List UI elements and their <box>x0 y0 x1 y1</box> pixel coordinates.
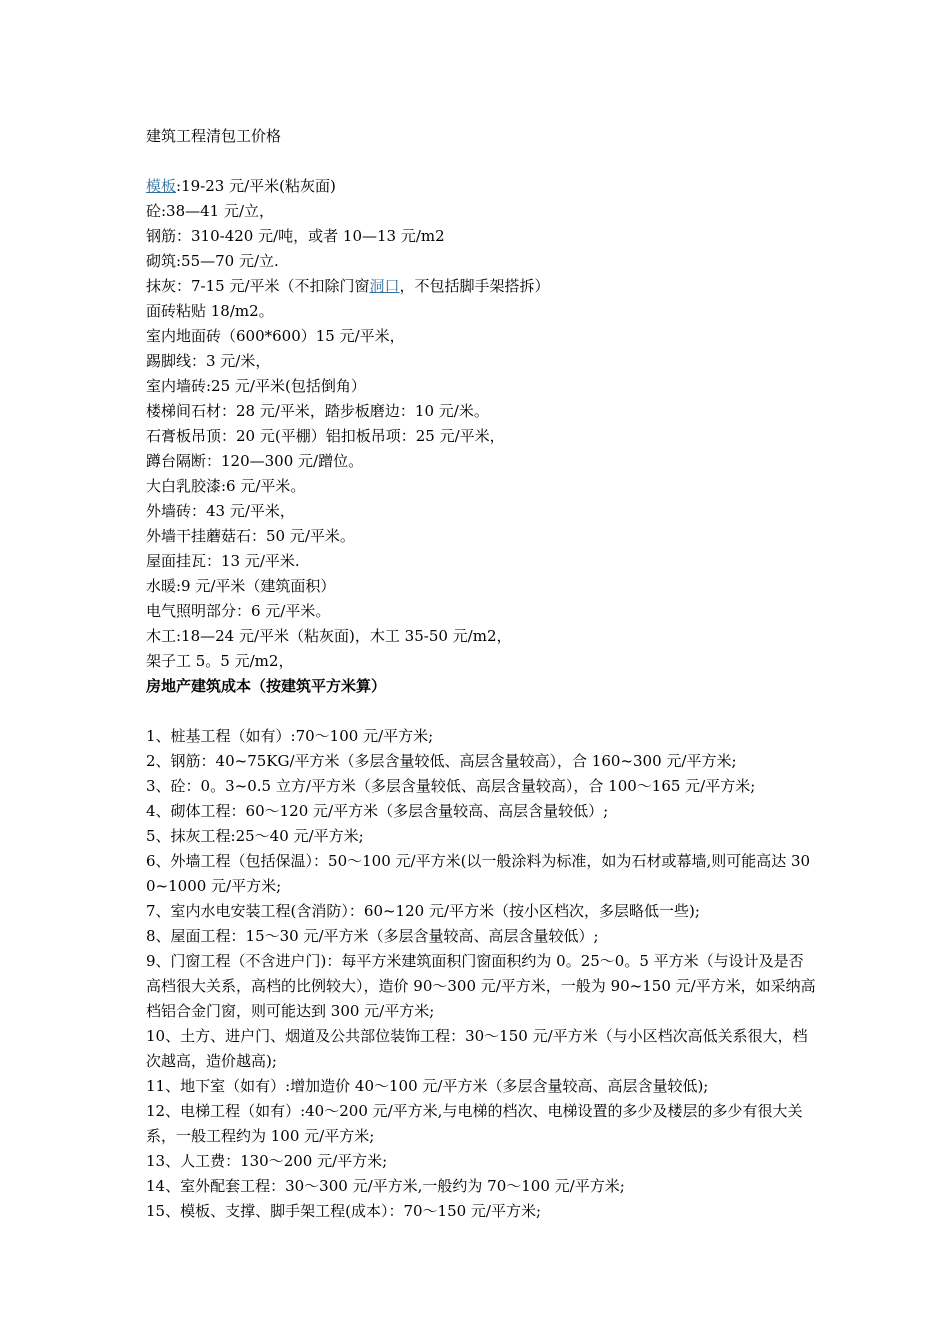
cost-item: 9、门窗工程（不含进户门)：每平方米建筑面积门窗面积约为 0。25～0。5 平方米（与设计及是否高档很大关系，高档的比例较大），造价 90～300 元/平方米，一般为 90~150 元/平方米，如采纳高档铝合金门窗，则可能达到 300 元/平方米; <box>146 952 816 1020</box>
cost-item: 2、钢筋：40~75KG/平方米（多层含量较低、高层含量较高），合 160~300 元/平方米; <box>146 752 737 770</box>
document-title: 建筑工程清包工价格 <box>146 127 282 145</box>
price-line-text: 抹灰：7-15 元/平米（不扣除门窗 <box>146 277 370 295</box>
cost-list <box>146 724 818 1224</box>
cost-item: 1、桩基工程（如有）:70～100 元/平方米; <box>146 727 434 745</box>
price-line: 楼梯间石材：28 元/平米，踏步板磨边：10 元/米。 <box>146 402 489 420</box>
price-line: 面砖粘贴 18/m2。 <box>146 302 274 320</box>
link-formwork[interactable]: 模板 <box>146 177 177 195</box>
price-line: 蹲台隔断：120—300 元/蹭位。 <box>146 452 364 470</box>
cost-item: 7、室内水电安装工程(含消防）：60~120 元/平方米（按小区档次，多层略低一些); <box>146 902 700 920</box>
cost-item: 15、模板、支撑、脚手架工程(成本）：70～150 元/平方米; <box>146 1202 542 1220</box>
price-line <box>146 174 818 199</box>
document-page <box>146 124 818 1224</box>
cost-item: 6、外墙工程（包括保温）：50～100 元/平方米(以一般涂料为标准，如为石材或幕墙,则可能高达 300~1000 元/平方米; <box>146 852 811 895</box>
price-line: 砼:38—41 元/立， <box>146 202 275 220</box>
price-list <box>146 174 818 674</box>
price-line-text: ，不包括脚手架搭拆） <box>399 277 550 295</box>
price-line: 砌筑:55—70 元/立. <box>146 252 279 270</box>
price-line: 石膏板吊顶：20 元(平棚）铝扣板吊项：25 元/平米， <box>146 427 505 445</box>
price-line: 踢脚线：3 元/米， <box>146 352 271 370</box>
cost-item: 4、砌体工程：60～120 元/平方米（多层含量较高、高层含量较低）; <box>146 802 609 820</box>
cost-item: 3、砼：0。3~0.5 立方/平方米（多层含量较低、高层含量较高），合 100～165 元/平方米; <box>146 777 756 795</box>
cost-item: 8、屋面工程：15～30 元/平方米（多层含量较高、高层含量较低）; <box>146 927 599 945</box>
price-line: 室内墙砖:25 元/平米(包括倒角） <box>146 377 366 395</box>
price-line-text: :19-23 元/平米(粘灰面) <box>176 177 336 195</box>
price-line <box>146 274 818 299</box>
price-line: 架子工 5。5 元/m2， <box>146 652 294 670</box>
price-line: 大白乳胶漆:6 元/平米。 <box>146 477 306 495</box>
price-line: 水暖:9 元/平米（建筑面积） <box>146 577 336 595</box>
cost-item: 10、土方、进户门、烟道及公共部位装饰工程：30～150 元/平方米（与小区档次高低关系很大，档次越高，造价越高); <box>146 1027 808 1070</box>
price-line: 屋面挂瓦：13 元/平米. <box>146 552 300 570</box>
price-line: 钢筋：310-420 元/吨，或者 10—13 元/m2 <box>146 227 445 245</box>
price-line: 木工:18—24 元/平米（粘灰面)，木工 35-50 元/m2， <box>146 627 512 645</box>
price-line: 室内地面砖（600*600）15 元/平米， <box>146 327 405 345</box>
link-opening[interactable]: 洞口 <box>369 277 400 295</box>
price-line: 电气照明部分：6 元/平米。 <box>146 602 331 620</box>
cost-item: 11、地下室（如有）:增加造价 40～100 元/平方米（多层含量较高、高层含量较低); <box>146 1077 709 1095</box>
cost-item: 13、人工费：130～200 元/平方米; <box>146 1152 388 1170</box>
cost-item: 12、电梯工程（如有）:40～200 元/平方米,与电梯的档次、电梯设置的多少及楼层的多少有很大关系，一般工程约为 100 元/平方米; <box>146 1102 803 1145</box>
section-title: 房地产建筑成本（按建筑平方米算） <box>146 677 387 695</box>
price-line: 外墙干挂蘑菇石：50 元/平米。 <box>146 527 355 545</box>
cost-item: 14、室外配套工程：30～300 元/平方米,一般约为 70～100 元/平方米; <box>146 1177 625 1195</box>
cost-item: 5、抹灰工程:25～40 元/平方米; <box>146 827 364 845</box>
price-line: 外墙砖：43 元/平米， <box>146 502 295 520</box>
